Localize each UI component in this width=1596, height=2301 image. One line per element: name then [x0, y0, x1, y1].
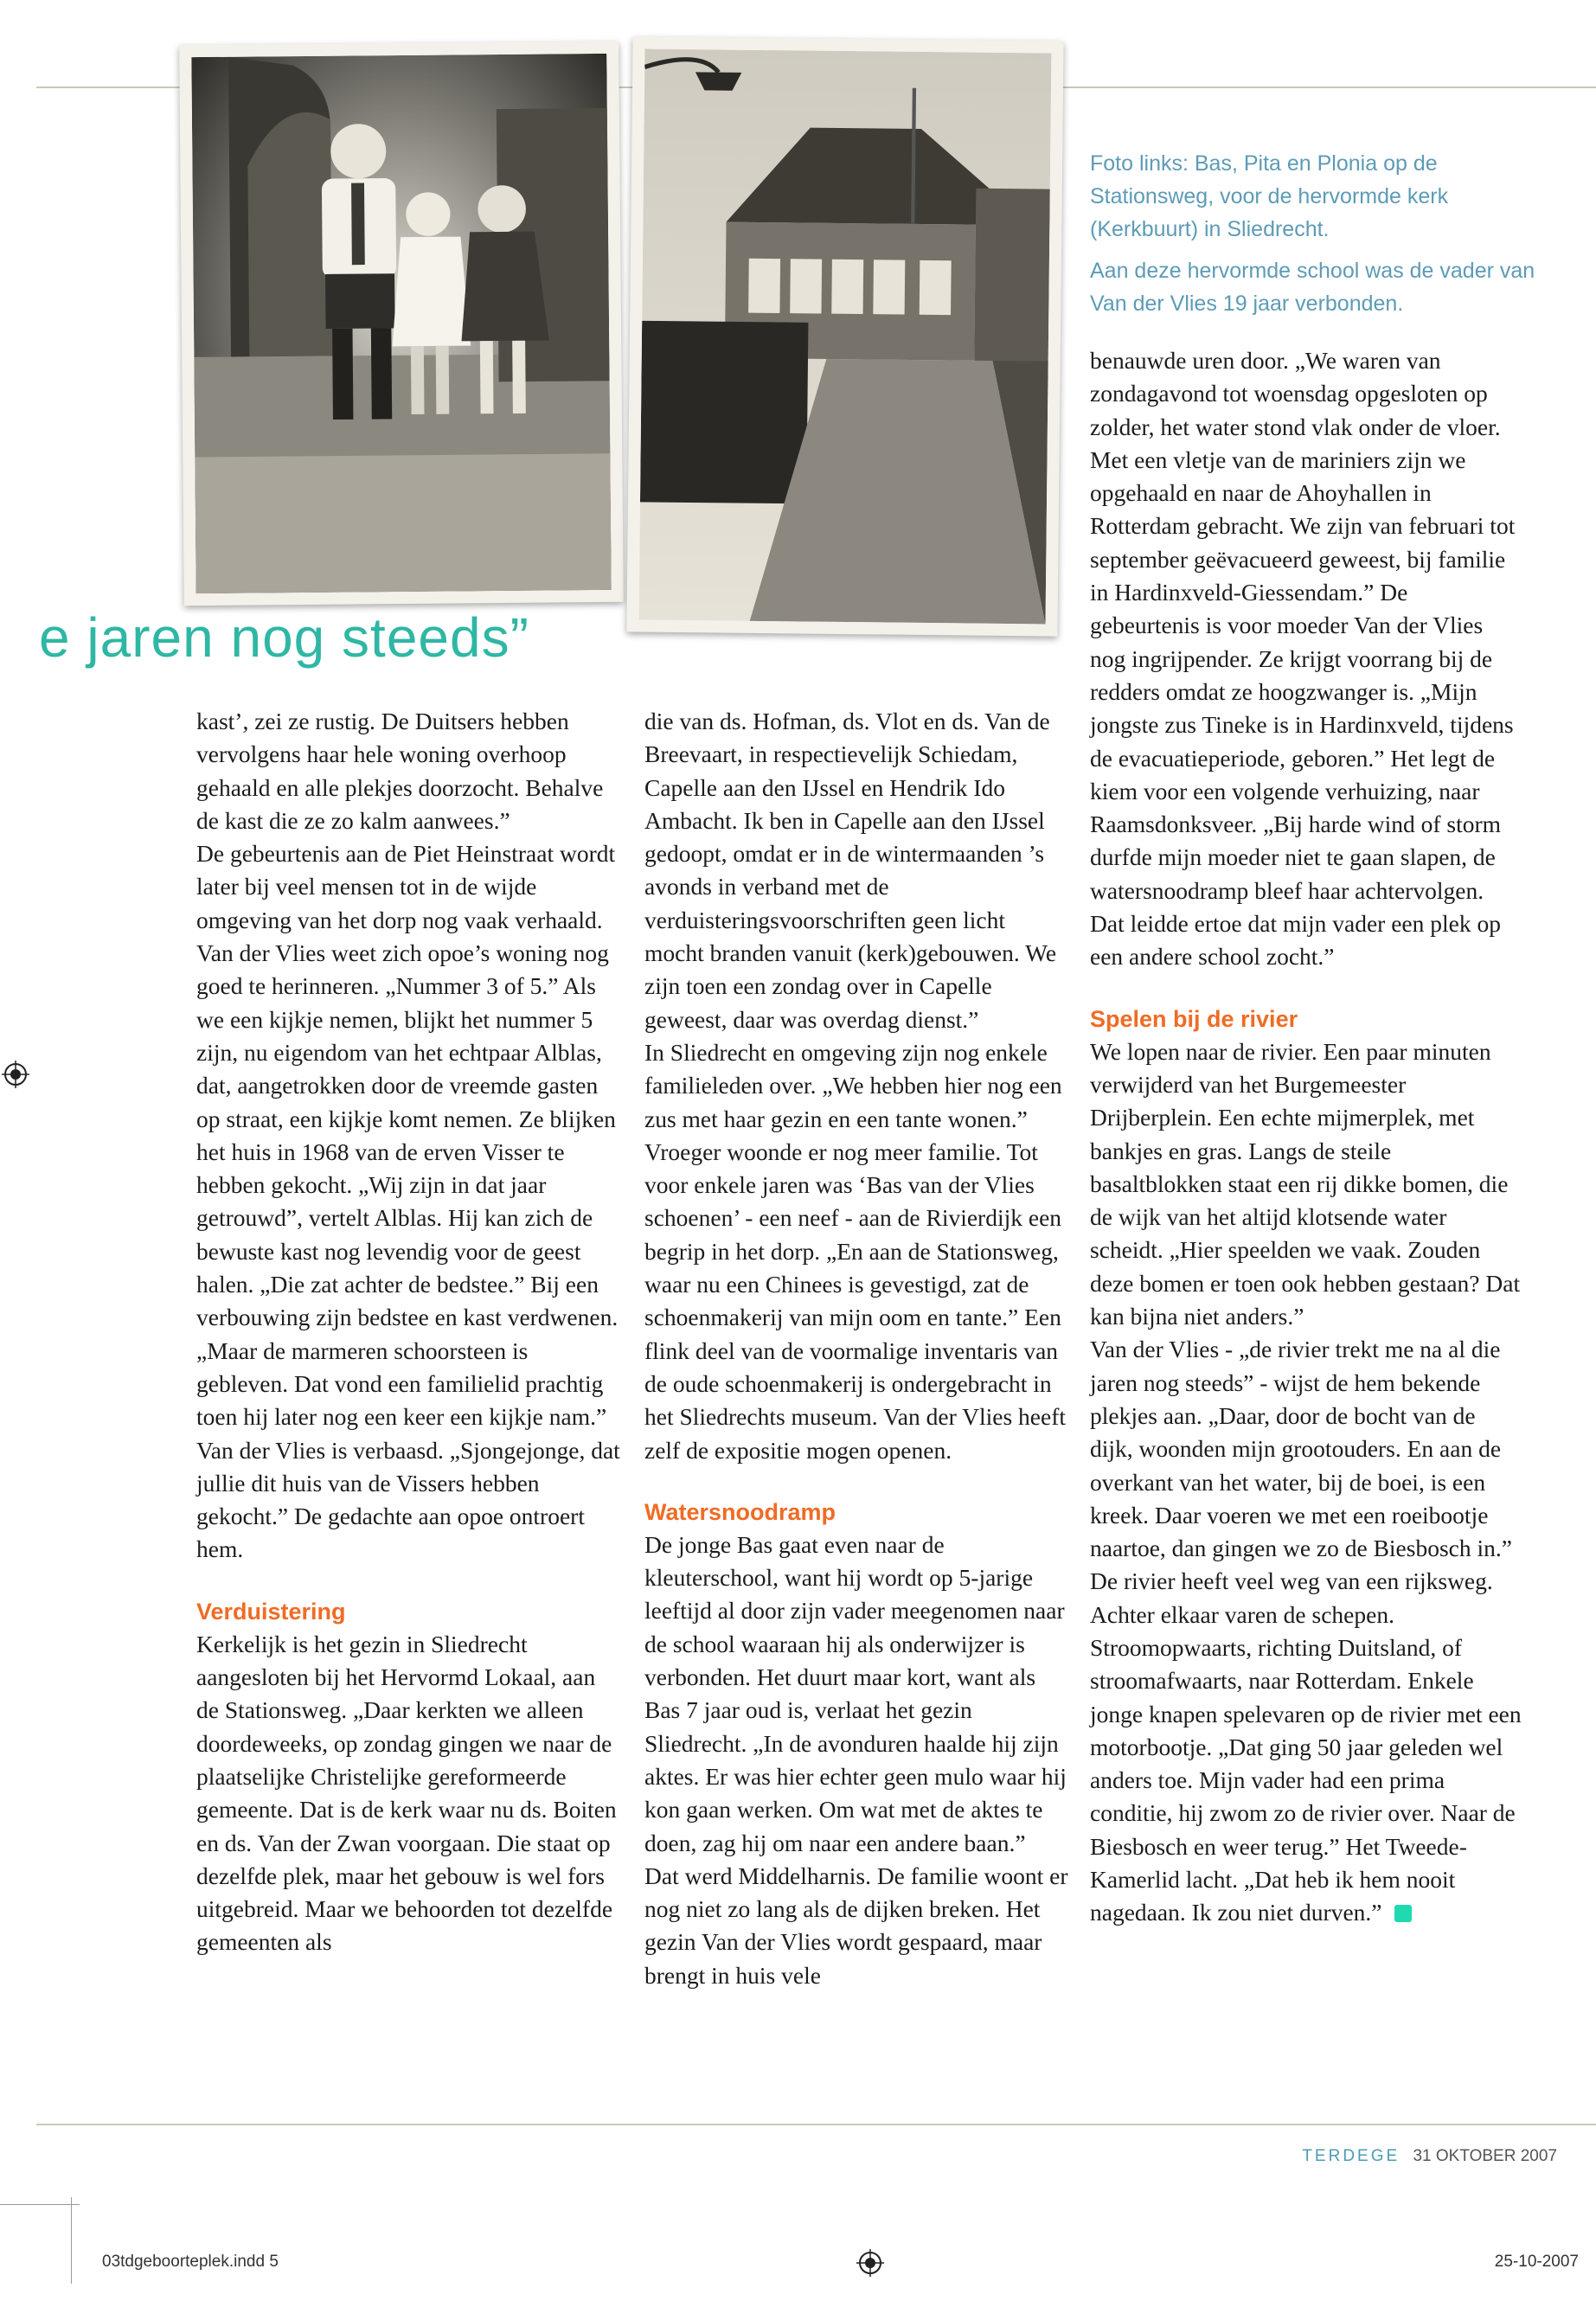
paragraph: In Sliedrecht en omgeving zijn nog enkele familieleden over. „We hebben hier nog een zus met haar gezin en een tante wonen.” Vroeger woonde er nog meer familie. Tot voor enkele jaren was ‘Bas van der Vlies schoenen’ - een neef - aan de Rivierdijk een begrip in het dorp. „En aan de Stationsweg, waar nu een Chinees is gevestigd, zat de schoenmakerij van mijn oom en tante.” Een flink deel van de voormalige inventaris van de oude schoenmakerij is ondergebracht in het Sliedrechts museum. Van der Vlies heeft zelf de expositie mogen openen. — [644, 1038, 1066, 1464]
end-of-article-icon — [1394, 1905, 1412, 1922]
print-slug-file: 03tdgeboorteplek.indd 5 — [102, 2253, 279, 2271]
registration-mark-icon — [2, 1061, 29, 1088]
paragraph: kast’, zei ze rustig. De Duitsers hebben vervolgens haar hele woning overhoop gehaald en alle plekjes doorzocht. Behalve de kast die ze zo kalm aanwees.” — [196, 708, 604, 834]
photo-school-image — [639, 49, 1052, 625]
photo-school — [626, 36, 1063, 636]
photo-children-image — [191, 54, 611, 593]
issue-date: 31 OKTOBER 2007 — [1413, 2147, 1557, 2165]
paragraph: Van der Vlies - „de rivier trekt me na al die jaren nog steeds” - wijst de hem bekende plekjes aan. „Daar, door de bocht van de dijk, woonden mijn grootouders. En aan de overkant van het water, bij de boei, is een kreek. Daar voeren we met een roeibootje naartoe, dan gingen we zo de Biesbosch in.” — [1090, 1336, 1512, 1562]
crop-mark-vertical — [71, 2197, 72, 2284]
paragraph: Dat werd Middelharnis. De familie woont er nog niet zo lang als de dijken breken. Het gezin Van der Vlies wordt gespaard, maar brengt in huis vele — [644, 1862, 1068, 1989]
article-column-1 — [196, 705, 620, 1959]
paragraph: De gebeurtenis aan de Piet Heinstraat wordt later bij veel mensen tot in de wijde omgeving van het dorp nog vaak verhaald. — [196, 840, 616, 933]
paragraph-last — [1090, 1565, 1522, 1929]
page-footer — [1302, 2147, 1557, 2166]
paragraph: Van der Vlies is verbaasd. „Sjongejonge, dat jullie dit huis van de Vissers hebben gekocht.” De gedachte aan opoe ontroert hem. — [196, 1436, 620, 1563]
article-column-2 — [644, 705, 1068, 1992]
paragraph: De jonge Bas gaat even naar de kleuterschool, want hij wordt op 5-jarige leeftijd al door zijn vader meegenomen naar de school waaraan hij als onderwijzer is verbonden. Het duurt maar kort, want als Bas 7 jaar oud is, verlaat het gezin Sliedrecht. „In de avonduren haalde hij zijn aktes. Er was hier echter geen mulo waar hij kon gaan werken. Om wat met de aktes te doen, zag hij om naar een andere baan.” — [644, 1530, 1067, 1856]
article-column-3 — [1090, 344, 1522, 1930]
print-slug-date: 25-10-2007 — [1494, 2253, 1579, 2271]
bottom-rule — [36, 2124, 1596, 2125]
headline-fragment: e jaren nog steeds” — [39, 606, 529, 669]
magazine-name: TERDEGE — [1302, 2147, 1401, 2165]
subheading-verduistering: Verduistering — [196, 1598, 346, 1625]
caption-right-photo: Aan deze hervormde school was de vader van Van der Vlies 19 jaar verbonden. — [1090, 259, 1535, 316]
paragraph: benauwde uren door. „We waren van zondagavond tot woensdag opgesloten op zolder, het water stond vlak onder de vloer. Met een vletje van de mariniers zijn we opgehaald en naar de Ahoyhallen in Rotterdam gebracht. We zijn van februari tot september geëvacueerd geweest, bij familie in Hardinxveld-Giessendam.” De gebeurtenis is voor moeder Van der Vlies nog ingrijpender. Ze krijgt voorrang bij de redders omdat ze hoogzwanger is. „Mijn jongste zus Tineke is in Hardinxveld, tijdens de evacuatieperiode, geboren.” Het legt de kiem voor een volgende verhuizing, naar Raamsdonksveer. „Bij harde wind of storm durfde mijn moeder niet te gaan slapen, de watersnoodramp bleef haar achtervolgen. Dat leidde ertoe dat mijn vader een plek op een andere school zocht.” — [1090, 347, 1516, 971]
caption-left-photo: Foto links: Bas, Pita en Plonia op de Stationsweg, voor de hervormde kerk (Kerkbuurt) in Sliedrecht. — [1090, 151, 1449, 241]
paragraph: We lopen naar de rivier. Een paar minuten verwijderd van het Burgemeester Drijberplein. Een echte mijmerplek, met bankjes en gras. Langs de steile basaltblokken staat een rij dikke bomen, die de wijk van het altijd klotsende water scheidt. „Hier speelden we vaak. Zouden deze bomen er toen ook hebben gestaan? Dat kan bijna niet anders.” — [1090, 1037, 1521, 1330]
paragraph-text: De rivier heeft veel weg van een rijksweg. Achter elkaar varen de schepen. Stroomopwaarts, richting Duitsland, of stroomafwaarts, naar Rotterdam. Enkele jonge knapen spelevaren op de rivier met een motorbootje. „Dat ging 50 jaar geleden wel anders toe. Mijn vader had een prima conditie, hij zwom zo de rivier over. Naar de Biesbosch en weer terug.” Het Tweede-Kamerlid lacht. „Dat heb ik hem nooit nagedaan. Ik zou niet durven.” — [1090, 1567, 1522, 1926]
paragraph: die van ds. Hofman, ds. Vlot en ds. Van de Breevaart, in respectievelijk Schiedam, Capelle aan den IJssel en Hendrik Ido Ambacht. Ik ben in Capelle aan den IJssel gedoopt, omdat er in de wintermaanden ’s avonds in verband met de verduisteringsvoorschriften geen licht mocht branden vanuit (kerk)gebouwen. We zijn toen een zondag over in Capelle geweest, daar was overdag dienst.” — [644, 708, 1057, 1033]
crop-mark-horizontal — [0, 2204, 80, 2205]
paragraph: Van der Vlies weet zich opoe’s woning nog goed te herinneren. „Nummer 3 of 5.” Als we een kijkje nemen, blijkt het nummer 5 zijn, nu eigendom van het echtpaar Alblas, dat, aangetrokken door de vreemde gasten op straat, een kijkje komt nemen. Ze blijken het huis in 1968 van de erven Visser te hebben gekocht. „Wij zijn in dat jaar getrouwd”, vertelt Alblas. Hij kan zich de bewuste kast nog levendig voor de geest halen. „Die zat achter de bedstee.” Bij een verbouwing zijn bedstee en kast verdwenen. „Maar de marmeren schoorsteen is gebleven. Dat vond een familielid prachtig toen hij later nog een keer een kijkje nam.” — [196, 939, 619, 1431]
paragraph: Kerkelijk is het gezin in Sliedrecht aangesloten bij het Hervormd Lokaal, aan de Stationsweg. „Daar kerkten we alleen doordeweeks, op zondag gingen we naar de plaatselijke Christelijke gereformeerde gemeente. Dat is de kerk waar nu ds. Boiten en ds. Van der Zwan voorgaan. Die staat op dezelfde plek, maar het gebouw is wel fors uitgebreid. Maar we behoorden tot dezelfde gemeenten als — [196, 1630, 617, 1956]
photo-children — [179, 42, 624, 606]
registration-mark-icon — [856, 2249, 884, 2277]
subheading-watersnoodramp: Watersnoodramp — [644, 1498, 836, 1525]
subheading-spelen-bij-de-rivier: Spelen bij de rivier — [1090, 1005, 1298, 1032]
photo-caption — [1090, 147, 1540, 329]
